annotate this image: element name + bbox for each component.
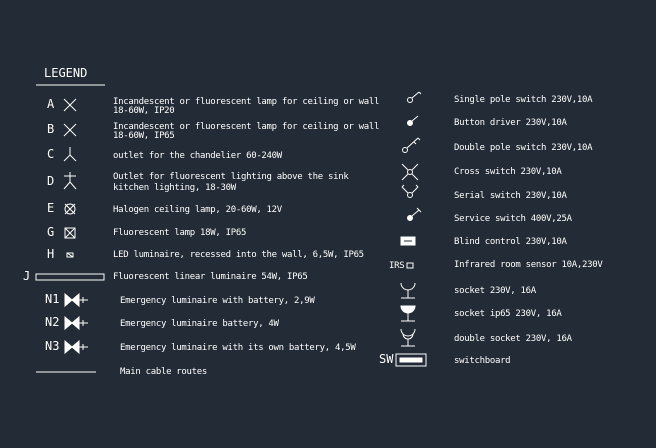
desc-serial-switch: Serial switch 230V,10A [454, 191, 567, 201]
desc-cross-switch: Cross switch 230V,10A [454, 167, 562, 177]
desc-d-line1: Outlet for fluorescent lighting above the sink [113, 172, 349, 182]
desc-n2: Emergency luminaire battery, 4W [120, 319, 279, 329]
code-n3: N3 [45, 339, 60, 353]
code-c: C [47, 147, 55, 161]
desc-single-pole-switch: Single pole switch 230V,10A [454, 95, 593, 105]
desc-j: Fluorescent linear luminaire 54W, IP65 [113, 272, 308, 282]
code-n1: N1 [45, 292, 60, 306]
double-socket-icon [401, 329, 415, 346]
fluorescent-outlet-icon [64, 172, 76, 189]
legend-title: LEGEND [44, 66, 88, 80]
desc-service-switch: Service switch 400V,25A [454, 214, 572, 224]
service-switch-icon [408, 208, 422, 221]
halogen-lamp-icon [65, 204, 75, 214]
code-j: J [23, 269, 31, 283]
code-a: A [47, 97, 55, 111]
single-pole-switch-icon [408, 92, 422, 103]
emergency-luminaire-icon [65, 317, 88, 329]
desc-h: LED luminaire, recessed into the wall, 6,5W, IP65 [113, 250, 364, 260]
code-g: G [47, 225, 55, 239]
switchboard-icon [396, 354, 426, 366]
desc-n3: Emergency luminaire with its own battery, 4,5W [120, 343, 356, 353]
desc-switchboard: switchboard [454, 356, 511, 366]
desc-g: Fluorescent lamp 18W, IP65 [113, 228, 247, 238]
code-irs: IRS [389, 261, 405, 271]
code-e: E [47, 201, 55, 215]
desc-blind-control: Blind control 230V,10A [454, 237, 567, 247]
cross-lamp-icon [64, 124, 76, 136]
desc-e: Halogen ceiling lamp, 20-60W, 12V [113, 205, 282, 215]
desc-a-line1: Incandescent or fluorescent lamp for ceiling or wall [113, 97, 380, 107]
desc-socket: socket 230V, 16A [454, 286, 536, 296]
desc-double-socket: double socket 230V, 16A [454, 334, 572, 344]
code-b: B [47, 122, 55, 136]
fluorescent-lamp-icon [65, 228, 75, 238]
code-d: D [47, 174, 55, 188]
infrared-sensor-icon [407, 263, 413, 268]
chandelier-outlet-icon [64, 147, 76, 161]
button-driver-icon [408, 116, 419, 126]
socket-icon [401, 283, 415, 298]
desc-cable-routes: Main cable routes [120, 367, 208, 377]
code-n2: N2 [45, 315, 60, 329]
code-sw: SW [379, 352, 394, 366]
serial-switch-icon [402, 185, 418, 198]
desc-infrared-sensor: Infrared room sensor 10A,230V [454, 260, 603, 270]
led-luminaire-icon [67, 253, 73, 257]
desc-d-line2: kitchen lighting, 18-30W [113, 183, 236, 193]
desc-b-line2: 18-60W, IP65 [113, 131, 175, 141]
desc-c: outlet for the chandelier 60-240W [113, 151, 282, 161]
cross-lamp-icon [64, 99, 76, 111]
desc-a-line2: 18-60W, IP20 [113, 106, 175, 116]
linear-luminaire-icon [36, 274, 104, 280]
emergency-luminaire-icon [65, 341, 88, 353]
desc-double-pole-switch: Double pole switch 230V,10A [454, 143, 593, 153]
emergency-luminaire-icon [65, 294, 88, 306]
code-h: H [47, 247, 55, 261]
cross-switch-icon [402, 164, 418, 180]
double-pole-switch-icon [403, 138, 421, 153]
desc-button-driver: Button driver 230V,10A [454, 118, 567, 128]
desc-b-line1: Incandescent or fluorescent lamp for ceiling or wall [113, 122, 380, 132]
socket-ip65-icon [401, 306, 415, 321]
desc-socket-ip65: socket ip65 230V, 16A [454, 309, 562, 319]
blind-control-icon [401, 237, 415, 245]
desc-n1: Emergency luminaire with battery, 2,9W [120, 296, 315, 306]
